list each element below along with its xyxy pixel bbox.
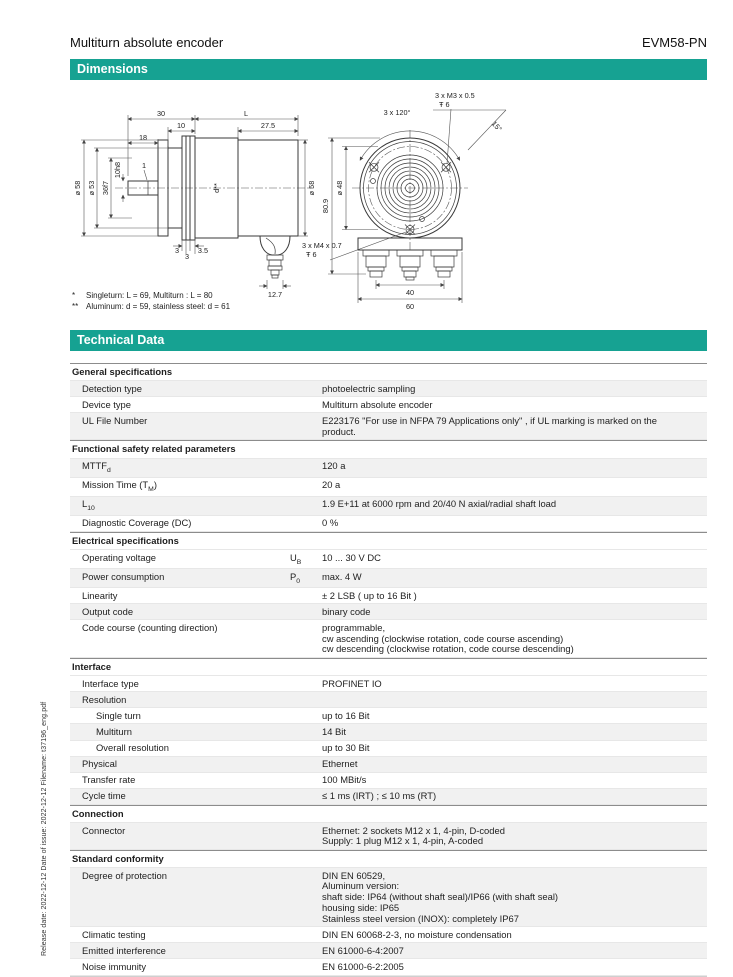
footnote-line: [72, 302, 230, 313]
spec-value: [322, 727, 707, 738]
dim-label-10: 10: [176, 121, 186, 130]
spec-symbol-sub: 0: [296, 577, 301, 585]
spec-label: [70, 743, 290, 754]
spec-symbol: [290, 946, 322, 957]
spec-value: [322, 871, 707, 925]
spec-value-line: Aluminum version:: [322, 880, 400, 892]
spec-value-line: ± 2 LSB ( up to 16 Bit ): [322, 589, 417, 601]
spec-row: [70, 692, 707, 708]
spec-value-line: programmable,: [322, 621, 386, 633]
spec-value-line: Stainless steel version (INOX): completely IP67: [322, 912, 519, 924]
dim-label-dia58-left: ø 58: [73, 180, 82, 196]
spec-label: [70, 518, 290, 529]
spec-label-text: Climatic testing: [82, 928, 146, 940]
spec-label-text: Output code: [82, 605, 134, 617]
spec-row: [70, 604, 707, 620]
spec-label: [70, 499, 290, 513]
dim-label-10h8: 10h8: [113, 161, 122, 179]
spec-value-line: Ethernet: 2 sockets M12 x 1, 4-pin, D-coded: [322, 824, 505, 836]
spec-value: [322, 461, 707, 475]
spec-value: [322, 759, 707, 770]
spec-label: [70, 416, 290, 437]
spec-value: [322, 930, 707, 941]
spec-value-line: EN 61000-6-4:2007: [322, 944, 404, 956]
spec-value-line: Ethernet: [322, 758, 358, 770]
spec-value: [322, 695, 707, 706]
spec-symbol: [290, 400, 322, 411]
spec-label-text: Linearity: [82, 589, 118, 601]
spec-label: [70, 695, 290, 706]
spec-row: [70, 868, 707, 927]
spec-value-line: DIN EN 60529,: [322, 869, 386, 881]
spec-symbol: [290, 553, 322, 567]
spec-row: [70, 724, 707, 740]
dim-label-12-7: 12.7: [267, 290, 283, 299]
page-title: Multiturn absolute encoder: [70, 35, 224, 50]
spec-row: [70, 757, 707, 773]
spec-label-text: Overall resolution: [96, 741, 169, 753]
spec-section-header: [70, 805, 707, 823]
spec-value-line: EN 61000-6-2:2005: [322, 960, 404, 972]
spec-row: [70, 413, 707, 440]
dim-label-3-5: 3.5: [197, 246, 209, 255]
spec-section-header: [70, 658, 707, 676]
spec-value: [322, 499, 707, 513]
spec-row: [70, 381, 707, 397]
spec-symbol: [290, 679, 322, 690]
dim-label-dia48: ø 48: [335, 180, 344, 196]
spec-label-sub: M: [148, 485, 154, 493]
spec-label: [70, 480, 290, 494]
spec-row: [70, 927, 707, 943]
thread-note-m4-depth: Ŧ 6: [306, 250, 317, 259]
spec-value-line: 14 Bit: [322, 725, 346, 737]
spec-symbol-text: U: [290, 551, 297, 563]
screw-hole: [369, 162, 379, 172]
spec-label: [70, 679, 290, 690]
spec-symbol: [290, 759, 322, 770]
spec-symbol: [290, 791, 322, 802]
spec-value-line: 20 a: [322, 479, 341, 490]
spec-section-header: [70, 850, 707, 868]
spec-value-line: product.: [322, 425, 356, 437]
spec-symbol: [290, 727, 322, 738]
dim-label-3x120: 3 x 120°: [383, 108, 411, 117]
spec-label-text: Transfer rate: [82, 774, 136, 786]
spec-row: [70, 789, 707, 805]
dimensions-banner: Dimensions: [70, 59, 707, 80]
spec-value: [322, 400, 707, 411]
spec-symbol: [290, 572, 322, 586]
spec-label: [70, 791, 290, 802]
thread-note-m4: 3 x M4 x 0.7: [302, 241, 342, 250]
spec-value-line: DIN EN 60068-2-3, no moisture condensation: [322, 928, 512, 940]
spec-symbol: [290, 695, 322, 706]
spec-section-header: [70, 532, 707, 550]
spec-value: [322, 607, 707, 618]
dim-label-60: 60: [405, 302, 415, 311]
spec-label-text: L: [82, 498, 88, 510]
spec-value: [322, 711, 707, 722]
spec-label-text: Diagnostic Coverage (DC): [82, 517, 192, 529]
spec-value: [322, 775, 707, 786]
spec-label: [70, 759, 290, 770]
spec-symbol: [290, 930, 322, 941]
connector-plug: [397, 250, 423, 280]
spec-value: [322, 416, 707, 437]
dim-label-40: 40: [405, 288, 415, 297]
spec-label: [70, 553, 290, 567]
release-info-vertical-text: Release date: 2022-12-12 Date of issue: 2022-12-12 Filename: t37196_eng.pdf: [41, 701, 48, 956]
spec-value-line: PROFINET IO: [322, 677, 382, 689]
section-title: Interface: [72, 661, 112, 673]
spec-label-text: Degree of protection: [82, 869, 167, 881]
tech-table: [70, 363, 707, 977]
spec-label-text: Multiturn: [96, 725, 132, 737]
spec-label: [70, 826, 290, 847]
spec-label: [70, 775, 290, 786]
spec-value: [322, 480, 707, 494]
spec-value-line: 1.9 E+11 at 6000 rpm and 20/40 N axial/radial shaft load: [322, 498, 557, 510]
spec-value: [322, 553, 707, 567]
spec-value: [322, 679, 707, 690]
spec-row: [70, 959, 707, 975]
section-title: Standard conformity: [72, 853, 164, 865]
spec-symbol: [290, 871, 322, 925]
drawing-footnotes: [72, 291, 230, 312]
spec-label: [70, 871, 290, 925]
dim-label-3a: 3: [174, 246, 180, 255]
spec-row: [70, 550, 707, 569]
spec-value: [322, 946, 707, 957]
spec-value: [322, 518, 707, 529]
dim-label-80-9: 80.9: [321, 198, 330, 214]
section-title: Electrical specifications: [72, 535, 179, 547]
spec-symbol-sub: B: [296, 558, 302, 566]
spec-value: [322, 791, 707, 802]
spec-row: [70, 516, 707, 532]
spec-label-text: Mission Time (T: [82, 479, 149, 490]
spec-label-text: Connector: [82, 824, 126, 836]
footnote-text: Aluminum: d = 59, stainless steel: d = 61: [86, 301, 231, 311]
dim-label-15deg: 15°: [489, 119, 504, 134]
spec-symbol: [290, 518, 322, 529]
spec-symbol: [290, 962, 322, 973]
dim-label-L: L: [243, 109, 249, 118]
spec-value-line: housing side: IP65: [322, 901, 400, 913]
spec-row: [70, 478, 707, 497]
spec-row: [70, 943, 707, 959]
side-view-dimensions: [73, 109, 406, 299]
spec-value-line: up to 16 Bit: [322, 709, 370, 721]
spec-symbol: [290, 591, 322, 602]
spec-value: [322, 826, 707, 847]
dim-label-dia58-right: ø 58: [307, 180, 316, 196]
spec-symbol: [290, 743, 322, 754]
spec-label-text: Physical: [82, 758, 117, 770]
spec-row: [70, 620, 707, 658]
spec-value-line: shaft side: IP64 (without shaft seal)/IP66 (with shaft seal): [322, 891, 559, 903]
spec-label-text: MTTF: [82, 459, 107, 471]
spec-label: [70, 727, 290, 738]
footnote-line: [72, 291, 230, 302]
spec-value-line: photoelectric sampling: [322, 382, 416, 394]
spec-section-header: [70, 363, 707, 381]
spec-symbol: [290, 775, 322, 786]
spec-label-text: Cycle time: [82, 790, 126, 802]
section-title: Functional safety related parameters: [72, 443, 236, 455]
spec-value-line: 0 %: [322, 517, 339, 529]
spec-value-line: binary code: [322, 605, 371, 617]
spec-label: [70, 607, 290, 618]
spec-label: [70, 461, 290, 475]
spec-value-line: E223176 "For use in NFPA 79 Applications only" , if UL marking is marked on the: [322, 414, 657, 426]
side-view-outline: [115, 136, 313, 278]
spec-value: [322, 743, 707, 754]
spec-symbol: [290, 480, 322, 494]
spec-label-sub: d: [107, 466, 111, 474]
spec-label: [70, 384, 290, 395]
spec-label-text: Noise immunity: [82, 960, 147, 972]
connector-plug: [363, 250, 389, 277]
spec-value-line: Multiturn absolute encoder: [322, 398, 433, 410]
spec-label: [70, 946, 290, 957]
spec-row: [70, 588, 707, 604]
spec-symbol: [290, 826, 322, 847]
spec-value-line: cw descending (clockwise rotation, code course descending): [322, 643, 574, 655]
spec-label-text: Operating voltage: [82, 551, 157, 563]
dim-label-18: 18: [138, 133, 148, 142]
front-view-outline: [352, 130, 468, 280]
dim-label-30: 30: [156, 109, 166, 118]
spec-label-text: ): [153, 479, 157, 490]
footnote-text: Singleturn: L = 69, Multiturn : L = 80: [86, 291, 213, 300]
spec-label: [70, 400, 290, 411]
thread-note-m3-depth: Ŧ 6: [439, 100, 450, 109]
dim-label-1: 1: [141, 161, 147, 170]
spec-symbol: [290, 416, 322, 437]
spec-label-text: Detection type: [82, 382, 142, 394]
spec-symbol: [290, 461, 322, 475]
spec-value: [322, 623, 707, 655]
spec-row: [70, 497, 707, 516]
spec-symbol-text: P: [290, 570, 297, 582]
spec-value: [322, 591, 707, 602]
spec-row: [70, 773, 707, 789]
spec-value-line: cw ascending (clockwise rotation, code course ascending): [322, 632, 564, 644]
spec-label: [70, 623, 290, 655]
spec-value: [322, 962, 707, 973]
spec-label: [70, 962, 290, 973]
spec-label: [70, 591, 290, 602]
spec-row: [70, 569, 707, 588]
spec-value-line: 10 ... 30 V DC: [322, 551, 381, 563]
footnote-mark: *: [72, 291, 76, 300]
spec-value-line: Supply: 1 plug M12 x 1, 4-pin, A-coded: [322, 835, 484, 847]
spec-symbol: [290, 607, 322, 618]
connector-plug: [431, 250, 457, 277]
spec-label-text: Device type: [82, 398, 131, 410]
spec-row: [70, 741, 707, 757]
spec-section-header: [70, 440, 707, 458]
spec-label-text: Power consumption: [82, 570, 165, 582]
spec-value: [322, 384, 707, 395]
spec-label-text: Single turn: [96, 709, 141, 721]
dim-label-d-star: d**: [212, 183, 221, 193]
spec-symbol: [290, 499, 322, 513]
section-title: General specifications: [72, 366, 173, 378]
footnote-mark: **: [72, 301, 79, 311]
dim-label-3b: 3: [184, 252, 190, 261]
screw-hole: [441, 162, 451, 172]
spec-label-text: UL File Number: [82, 414, 148, 426]
spec-label-text: Resolution: [82, 693, 127, 705]
technical-data-banner: Technical Data: [70, 330, 707, 351]
spec-label-text: Interface type: [82, 677, 139, 689]
spec-row: [70, 823, 707, 850]
thread-note-m3: 3 x M3 x 0.5: [435, 91, 475, 100]
spec-value-line: 100 MBit/s: [322, 774, 367, 786]
spec-label: [70, 930, 290, 941]
section-title: Connection: [72, 808, 124, 820]
spec-value-line: up to 30 Bit: [322, 741, 370, 753]
spec-label-sub: 10: [87, 504, 95, 512]
dim-label-27-5: 27.5: [260, 121, 276, 130]
spec-label: [70, 572, 290, 586]
spec-row: [70, 708, 707, 724]
model-number: EVM58-PN: [641, 35, 707, 50]
dim-label-dia53: ø 53: [87, 180, 96, 196]
spec-row: [70, 459, 707, 478]
front-view-dimensions: [321, 91, 506, 311]
spec-symbol: [290, 711, 322, 722]
spec-value: [322, 572, 707, 586]
spec-symbol: [290, 384, 322, 395]
spec-value-line: max. 4 W: [322, 570, 362, 582]
dim-label-36f7: 36f7: [101, 180, 110, 196]
spec-label-text: Emitted interference: [82, 944, 166, 956]
spec-row: [70, 676, 707, 692]
spec-value-line: 120 a: [322, 459, 346, 471]
spec-label: [70, 711, 290, 722]
spec-label-text: Code course (counting direction): [82, 621, 218, 633]
spec-row: [70, 397, 707, 413]
spec-symbol: [290, 623, 322, 655]
spec-value-line: ≤ 1 ms (IRT) ; ≤ 10 ms (RT): [322, 790, 437, 802]
